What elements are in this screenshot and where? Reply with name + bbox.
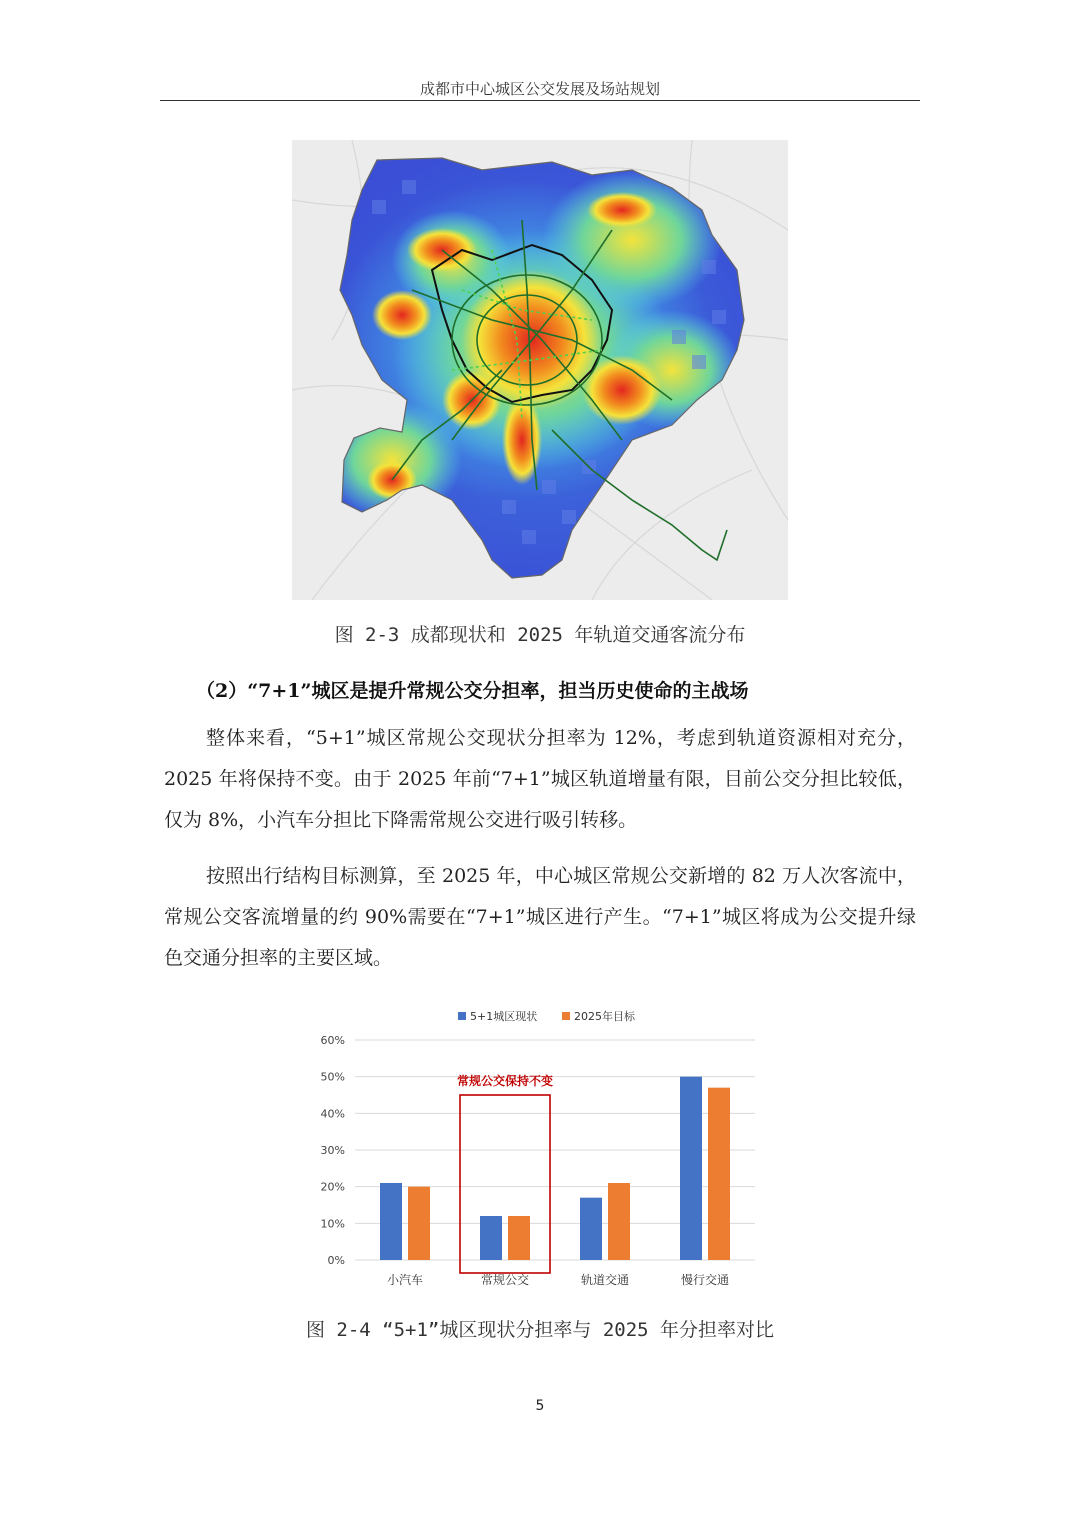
bar [480, 1216, 502, 1260]
legend-swatch [458, 1012, 466, 1020]
page-number: 5 [535, 1398, 545, 1414]
bar [580, 1198, 602, 1260]
x-tick-label: 慢行交通 [680, 1273, 730, 1287]
y-tick-label: 10% [320, 1217, 345, 1231]
heatmap-graphic [292, 140, 788, 600]
x-tick-label: 小汽车 [386, 1273, 424, 1287]
chart-figure-caption: 图 2-4 “5+1”城区现状分担率与 2025 年分担率对比 [305, 1319, 775, 1341]
y-tick-label: 30% [320, 1144, 345, 1157]
legend-swatch [562, 1012, 570, 1020]
paragraph-1: 整体来看，“5+1”城区常规公交现状分担率为 12%，考虑到轨道资源相对充分，2025 年将保持不变。由于 2025 年前“7+1”城区轨道增量有限，目前公交分担比较低，仅为 8%，小汽车分担比下降需常规公交进行吸引转移。 [164, 727, 916, 831]
annotation-box [460, 1095, 550, 1273]
bar [408, 1187, 430, 1260]
chart-svg [300, 1000, 770, 1300]
y-tick-label: 60% [320, 1034, 345, 1047]
map-figure-caption: 图 2-3 成都现状和 2025 年轨道交通客流分布 [334, 624, 746, 646]
legend-label: 2025年目标 [574, 1010, 635, 1023]
bar [380, 1183, 402, 1260]
bar [608, 1183, 630, 1260]
running-header: 成都市中心城区公交发展及场站规划 [419, 80, 660, 98]
bar [708, 1088, 730, 1260]
share-bar-chart [300, 1000, 770, 1300]
section-subheading: （2）“7+1”城区是提升常规公交分担率，担当历史使命的主战场 [196, 680, 749, 702]
y-tick-label: 40% [320, 1107, 345, 1121]
annotation-label: 常规公交保持不变 [456, 1074, 554, 1088]
y-tick-label: 20% [320, 1180, 345, 1194]
y-tick-label: 0% [327, 1254, 345, 1267]
legend-label: 5+1城区现状 [470, 1010, 538, 1023]
bar [680, 1077, 702, 1260]
ridership-heatmap [292, 140, 788, 600]
x-tick-label: 轨道交通 [580, 1273, 630, 1287]
header-rule [160, 100, 920, 101]
bar [508, 1216, 530, 1260]
x-tick-label: 常规公交 [480, 1273, 530, 1287]
y-tick-label: 50% [320, 1070, 345, 1084]
paragraph-2: 按照出行结构目标测算，至 2025 年，中心城区常规公交新增的 82 万人次客流中，常规公交客流增量的约 90%需要在“7+1”城区进行产生。“7+1”城区将成为公交提升绿色交通分担率的主要区域。 [164, 865, 916, 969]
